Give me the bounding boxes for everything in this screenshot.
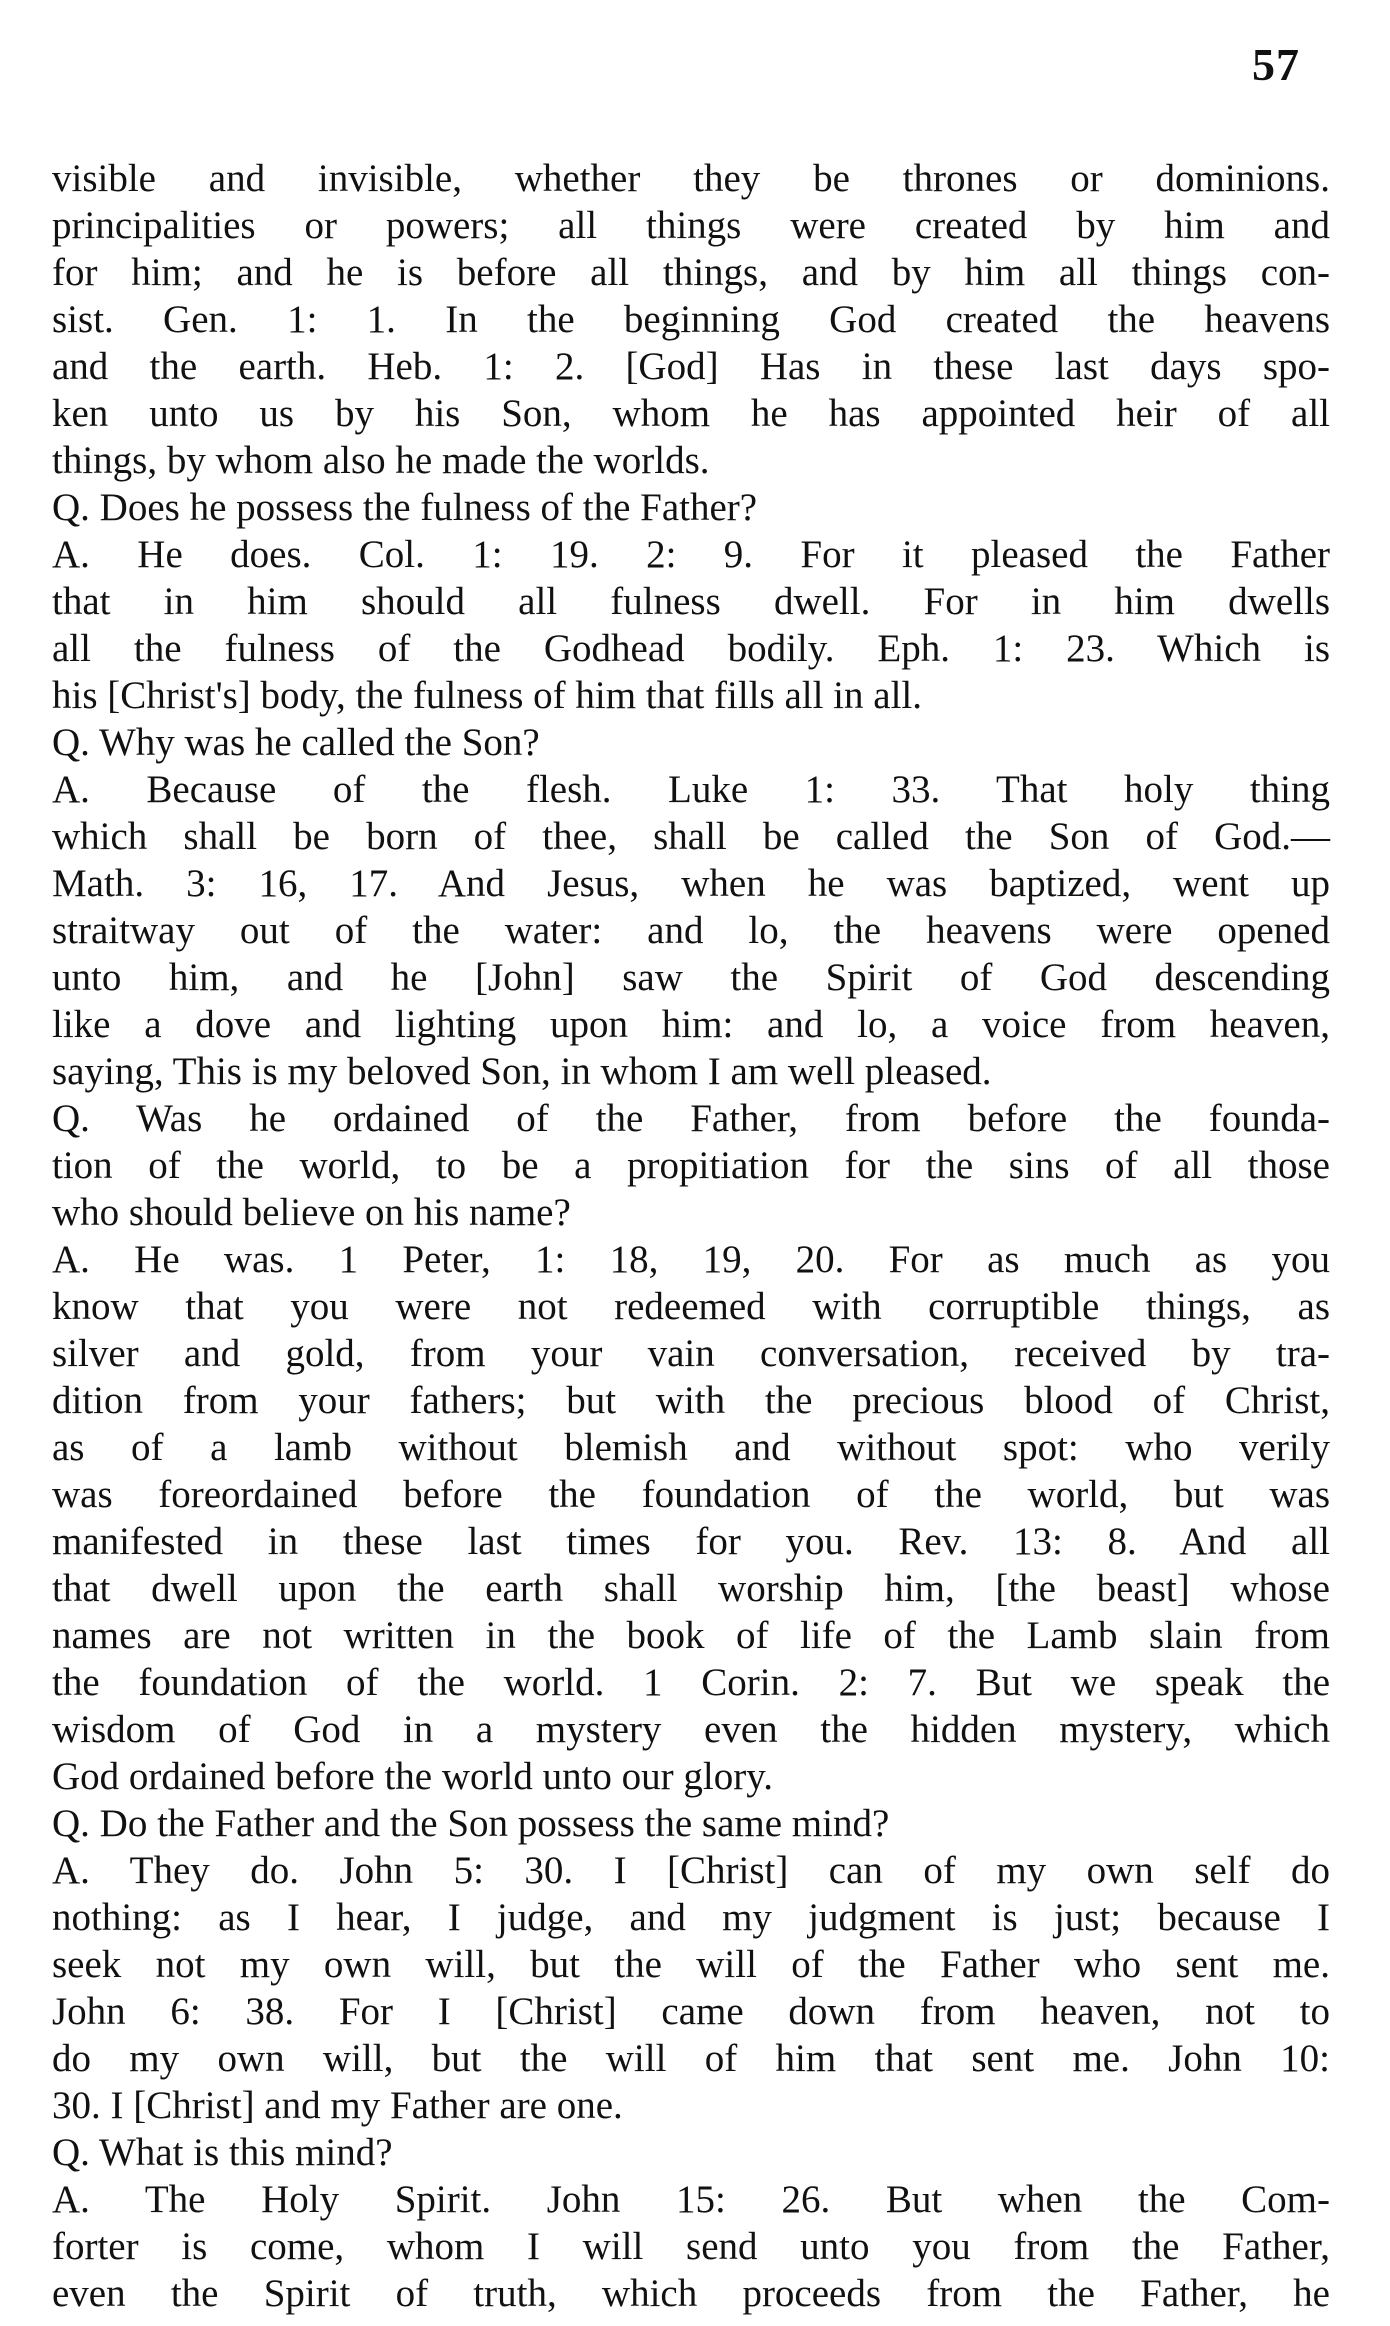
text-line: seek not my own will, but the will of the Father who sent me.: [52, 1943, 1330, 1986]
answer-line: A. He was. 1 Peter, 1: 18, 19, 20. For as much as you: [52, 1238, 1330, 1281]
text-line: 30. I [Christ] and my Father are one.: [52, 2084, 623, 2127]
text-line: sist. Gen. 1: 1. In the beginning God created the heavens: [52, 298, 1330, 341]
page-text: [52, 155, 1330, 2317]
text-line: was foreordained before the foundation of the world, but was: [52, 1473, 1330, 1516]
answer-line: A. The Holy Spirit. John 15: 26. But when the Com-: [52, 2178, 1330, 2221]
text-line: do my own will, but the will of him that sent me. John 10:: [52, 2037, 1330, 2080]
answer-line: A. Because of the flesh. Luke 1: 33. That holy thing: [52, 768, 1330, 811]
text-line: all the fulness of the Godhead bodily. Eph. 1: 23. Which is: [52, 627, 1330, 670]
text-line: even the Spirit of truth, which proceeds from the Father, he: [52, 2272, 1330, 2315]
text-line: for him; and he is before all things, and by him all things con-: [52, 251, 1330, 294]
text-line: forter is come, whom I will send unto you from the Father,: [52, 2225, 1330, 2268]
text-line: as of a lamb without blemish and without spot: who verily: [52, 1426, 1330, 1469]
text-line: things, by whom also he made the worlds.: [52, 439, 710, 482]
text-line: wisdom of God in a mystery even the hidden mystery, which: [52, 1708, 1330, 1751]
text-line: like a dove and lighting upon him: and lo, a voice from heaven,: [52, 1003, 1330, 1046]
question-line: Q. Does he possess the fulness of the Father?: [52, 486, 758, 529]
text-line: silver and gold, from your vain conversation, received by tra-: [52, 1332, 1330, 1375]
text-line: John 6: 38. For I [Christ] came down from heaven, not to: [52, 1990, 1330, 2033]
text-line: names are not written in the book of life of the Lamb slain from: [52, 1614, 1330, 1657]
answer-line: A. He does. Col. 1: 19. 2: 9. For it pleased the Father: [52, 533, 1330, 576]
answer-line: A. They do. John 5: 30. I [Christ] can of my own self do: [52, 1849, 1330, 1892]
text-line: that in him should all fulness dwell. For in him dwells: [52, 580, 1330, 623]
text-line: the foundation of the world. 1 Corin. 2: 7. But we speak the: [52, 1661, 1330, 1704]
text-line: principalities or powers; all things were created by him and: [52, 204, 1330, 247]
text-line: straitway out of the water: and lo, the heavens were opened: [52, 909, 1330, 952]
text-line: nothing: as I hear, I judge, and my judgment is just; because I: [52, 1896, 1330, 1939]
text-line: ken unto us by his Son, whom he has appointed heir of all: [52, 392, 1330, 435]
text-line: visible and invisible, whether they be thrones or dominions.: [52, 157, 1330, 200]
text-line: who should believe on his name?: [52, 1191, 571, 1234]
question-line: Q. What is this mind?: [52, 2131, 393, 2174]
text-line: God ordained before the world unto our glory.: [52, 1755, 773, 1798]
text-line: dition from your fathers; but with the precious blood of Christ,: [52, 1379, 1330, 1422]
question-line: Q. Was he ordained of the Father, from before the founda-: [52, 1097, 1330, 1140]
text-line: his [Christ's] body, the fulness of him that fills all in all.: [52, 674, 922, 717]
question-line: Q. Why was he called the Son?: [52, 721, 540, 764]
text-line: saying, This is my beloved Son, in whom I am well pleased.: [52, 1050, 992, 1093]
question-line: Q. Do the Father and the Son possess the same mind?: [52, 1802, 890, 1845]
text-line: manifested in these last times for you. Rev. 13: 8. And all: [52, 1520, 1330, 1563]
text-line: Math. 3: 16, 17. And Jesus, when he was baptized, went up: [52, 862, 1330, 905]
text-line: know that you were not redeemed with corruptible things, as: [52, 1285, 1330, 1328]
text-line: unto him, and he [John] saw the Spirit of God descending: [52, 956, 1330, 999]
text-line: and the earth. Heb. 1: 2. [God] Has in these last days spo-: [52, 345, 1330, 388]
page-number: 57: [1252, 39, 1300, 90]
text-line: that dwell upon the earth shall worship him, [the beast] whose: [52, 1567, 1330, 1610]
text-line: tion of the world, to be a propitiation for the sins of all those: [52, 1144, 1330, 1187]
text-line: which shall be born of thee, shall be called the Son of God.—: [52, 815, 1330, 858]
